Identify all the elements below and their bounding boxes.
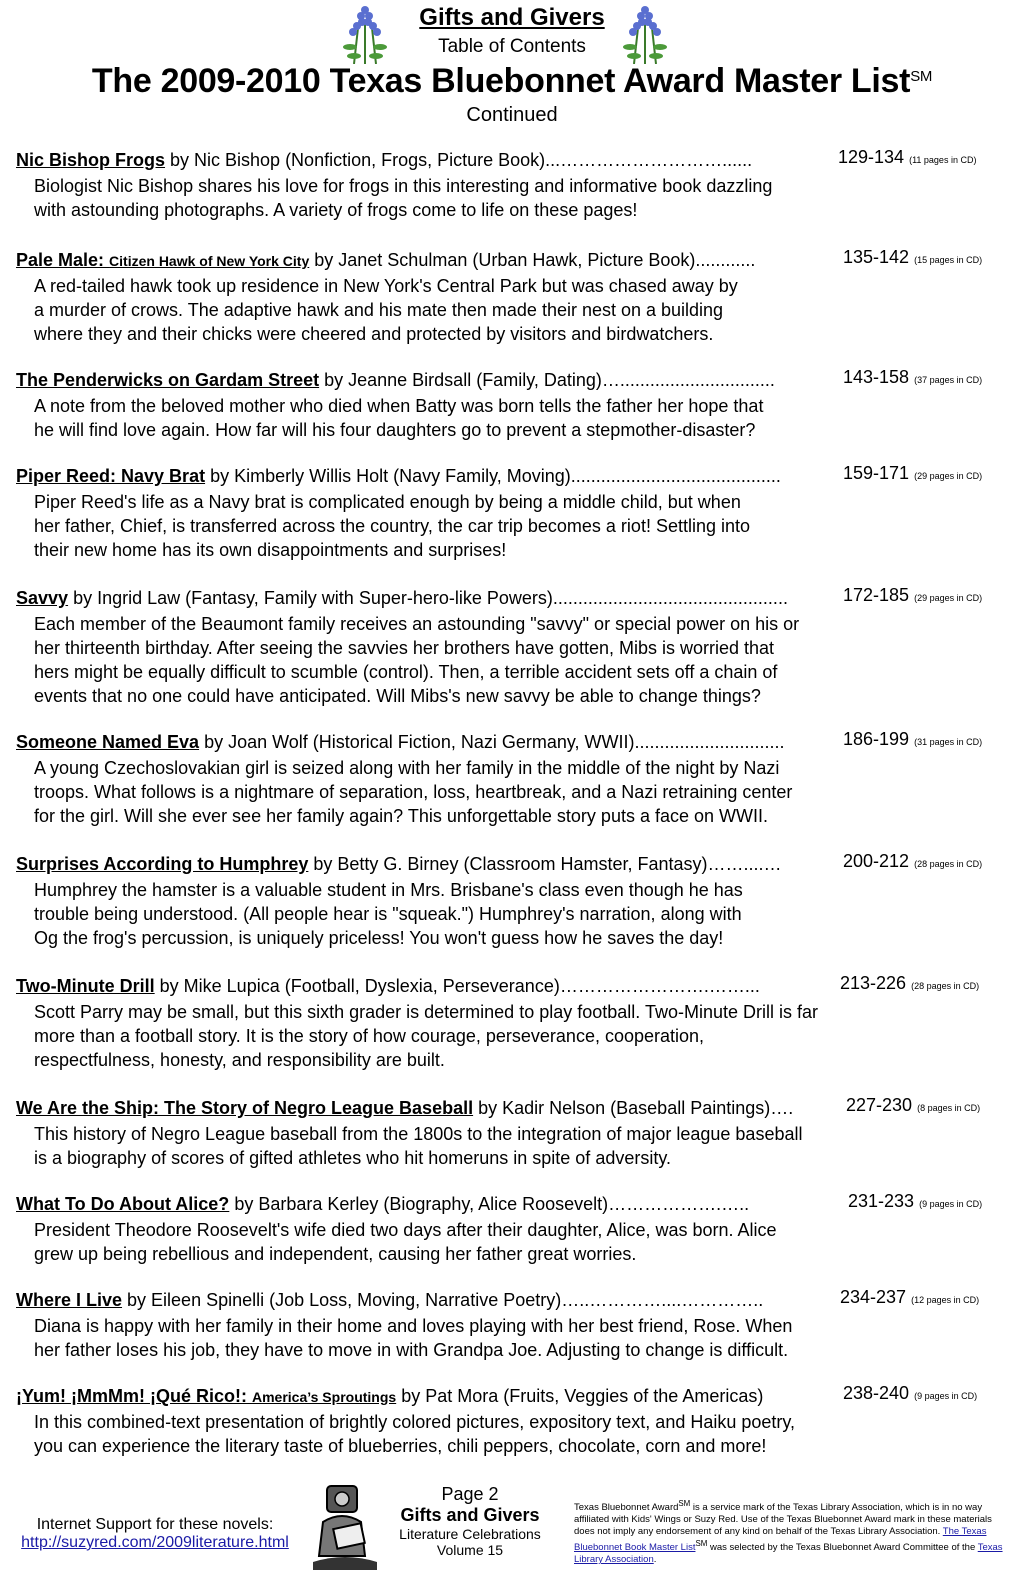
page-numbers: 143-158 <box>843 367 910 387</box>
book-description-line: respectfulness, honesty, and responsibility are built. <box>34 1050 445 1070</box>
book-subtitle: America’s Sproutings <box>252 1389 397 1405</box>
page-numbers: 135-142 <box>843 247 910 267</box>
book-description-line: A red-tailed hawk took up residence in New York's Central Park but was chased away by <box>34 276 738 296</box>
cd-page-count: (37 pages in CD) <box>914 375 983 385</box>
book-heading <box>16 247 1020 274</box>
book-author-info: by Joan Wolf (Historical Fiction, Nazi Germany, WWII).............................. <box>199 732 785 752</box>
footer-literature: Literature Celebrations <box>399 1526 541 1542</box>
book-description-line: is a biography of scores of gifted athletes who hit homeruns in spite of adversity. <box>34 1148 672 1168</box>
book-description-line: for the girl. Will she ever see her family again? This unforgettable story puts a face on WWII. <box>34 806 768 826</box>
book-entry <box>16 247 1020 346</box>
book-heading <box>16 729 1020 756</box>
book-entry <box>16 729 1020 828</box>
book-entry <box>16 147 1020 222</box>
service-mark: SM <box>910 68 933 85</box>
book-description-line: President Theodore Roosevelt's wife died two days after their daughter, Alice, was born. Alice <box>34 1220 777 1240</box>
book-entry <box>16 1383 1020 1458</box>
continued-label: Continued <box>466 104 558 126</box>
book-entry <box>16 973 1020 1072</box>
book-entry <box>16 367 1020 442</box>
book-description-line: her father, Chief, is transferred across the country, the car trip becomes a riot! Settling into <box>34 516 751 536</box>
cd-page-count: (29 pages in CD) <box>914 471 983 481</box>
book-heading <box>16 585 1020 612</box>
page-range <box>838 147 976 168</box>
page-range <box>843 851 982 872</box>
page-numbers: 227-230 <box>846 1095 913 1115</box>
service-mark: SM <box>678 1499 691 1508</box>
book-title: Surprises According to Humphrey <box>16 854 309 874</box>
book-author-info: by Betty G. Birney (Classroom Hamster, Fantasy)……....… <box>308 854 782 874</box>
book-description-line: Og the frog's percussion, is uniquely priceless! You won't guess how he saves the day! <box>34 928 724 948</box>
book-title: Where I Live <box>16 1290 123 1310</box>
book-author-info: by Eileen Spinelli (Job Loss, Moving, Narrative Poetry)…..…………....………….. <box>122 1290 764 1310</box>
book-entry <box>16 585 1020 708</box>
cd-page-count: (9 pages in CD) <box>914 1391 978 1401</box>
page-title <box>0 62 1024 101</box>
book-entry <box>16 1191 1020 1266</box>
book-description-line: where they and their chicks were cheered and protected by visitors and birdwatchers. <box>34 324 714 344</box>
book-heading <box>16 1191 1020 1218</box>
book-description-line: Biologist Nic Bishop shares his love for frogs in this interesting and informative book dazzling <box>34 176 773 196</box>
page-numbers: 213-226 <box>840 973 907 993</box>
book-description-line: with astounding photographs. A variety of frogs come to life on these pages! <box>34 200 638 220</box>
book-title: Nic Bishop Frogs <box>16 150 166 170</box>
header-subtitle: Table of Contents <box>438 36 586 57</box>
book-heading <box>16 973 1020 1000</box>
book-author-info: by Barbara Kerley (Biography, Alice Roosevelt)……………….….. <box>229 1194 750 1214</box>
footer-gifts-title: Gifts and Givers <box>400 1505 540 1525</box>
legal-text: Texas Bluebonnet Award <box>574 1502 679 1514</box>
page-range <box>843 367 982 388</box>
internet-support-label: Internet Support for these novels: <box>36 1516 274 1533</box>
book-title: ¡Yum! ¡MmMm! ¡Qué Rico!: <box>16 1386 252 1406</box>
page-title-text: The 2009-2010 Texas Bluebonnet Award Master List <box>91 62 911 100</box>
footer-center <box>390 1484 550 1558</box>
page-range <box>843 729 982 750</box>
page-range <box>840 973 979 994</box>
book-description-line: Diana is happy with her family in their home and loves playing with her best friend, Rose. When <box>34 1316 793 1336</box>
book-heading <box>16 367 1020 394</box>
page-range <box>840 1287 979 1308</box>
book-title: Piper Reed: Navy Brat <box>16 466 206 486</box>
book-entry <box>16 1095 1020 1170</box>
book-description-line: Humphrey the hamster is a valuable student in Mrs. Brisbane's class even though he has <box>34 880 743 900</box>
book-description-line: Each member of the Beaumont family receives an astounding "savvy" or special power on his or <box>34 614 800 634</box>
footer-legal-notice <box>574 1498 1014 1566</box>
reading-kid-icon <box>305 1482 385 1572</box>
book-description-line: events that no one could have anticipated. Will Mibs's new savvy be able to change things? <box>34 686 761 706</box>
legal-text: was selected by the Texas Bluebonnet Award Committee of the <box>707 1542 978 1554</box>
book-description-line: troops. What follows is a nightmare of separation, loss, heartbreak, and a Nazi retraining center <box>34 782 793 802</box>
page-range <box>848 1191 982 1212</box>
page-numbers: 172-185 <box>843 585 910 605</box>
book-entry <box>16 851 1020 950</box>
cd-page-count: (29 pages in CD) <box>914 593 983 603</box>
book-description-line: This history of Negro League baseball from the 1800s to the integration of major league baseball <box>34 1124 803 1144</box>
cd-page-count: (8 pages in CD) <box>917 1103 981 1113</box>
page-numbers: 231-233 <box>848 1191 915 1211</box>
book-description-line: Scott Parry may be small, but this sixth grader is determined to play football. Two-Minute Drill is far <box>34 1002 818 1022</box>
cd-page-count: (31 pages in CD) <box>914 737 983 747</box>
book-entry <box>16 463 1020 562</box>
page-number: Page 2 <box>441 1484 499 1504</box>
book-title: Pale Male: <box>16 250 110 270</box>
book-author-info: by Jeanne Birdsall (Family, Dating)…............................... <box>319 370 775 390</box>
book-description-line: a murder of crows. The adaptive hawk and his mate then made their nest on a building <box>34 300 724 320</box>
page-range <box>843 585 982 606</box>
book-title: What To Do About Alice? <box>16 1194 230 1214</box>
tla-link[interactable]: Texas Library Association <box>574 1542 1003 1566</box>
book-subtitle: Citizen Hawk of New York City <box>109 253 310 269</box>
book-author-info: by Mike Lupica (Football, Dyslexia, Perseverance)…………………….……... <box>154 976 760 996</box>
book-description-line: their new home has its own disappointments and surprises! <box>34 540 507 560</box>
cd-page-count: (28 pages in CD) <box>911 981 980 991</box>
book-title: Someone Named Eva <box>16 732 200 752</box>
book-heading <box>16 851 1020 878</box>
book-description-line: A young Czechoslovakian girl is seized along with her family in the middle of the night by Nazi <box>34 758 780 778</box>
book-description-line: grew up being rebellious and independent, causing her father great worries. <box>34 1244 637 1264</box>
footer-volume: Volume 15 <box>436 1542 504 1558</box>
book-heading <box>16 147 1020 174</box>
book-entry <box>16 1287 1020 1362</box>
cd-page-count: (11 pages in CD) <box>909 155 977 165</box>
book-heading <box>16 1095 1020 1122</box>
book-title: Savvy <box>16 588 69 608</box>
page-numbers: 200-212 <box>843 851 910 871</box>
header-title: Gifts and Givers <box>419 4 605 31</box>
book-description-line: A note from the beloved mother who died when Batty was born tells the father her hope that <box>34 396 764 416</box>
book-description-line: he will find love again. How far will his four daughters go to prevent a stepmother-disaster? <box>34 420 756 440</box>
book-description-line: you can experience the literary taste of blueberries, chili peppers, chocolate, corn and more! <box>34 1436 767 1456</box>
page-numbers: 238-240 <box>843 1383 910 1403</box>
service-mark: SM <box>695 1539 708 1549</box>
cd-page-count: (9 pages in CD) <box>919 1199 983 1209</box>
book-heading <box>16 463 1020 490</box>
cd-page-count: (15 pages in CD) <box>914 255 983 265</box>
book-author-info: by Janet Schulman (Urban Hawk, Picture Book)............ <box>309 250 756 270</box>
book-description-line: trouble being understood. (All people hear is "squeak.") Humphrey's narration, along with <box>34 904 742 924</box>
page-range <box>846 1095 980 1116</box>
book-description-line: Piper Reed's life as a Navy brat is complicated enough by being a middle child, but when <box>34 492 741 512</box>
legal-text: . <box>653 1554 657 1566</box>
cd-page-count: (28 pages in CD) <box>914 859 983 869</box>
legal-text: is a service mark of the Texas Library Association, which is in no way affiliated with Kids' Wings or Suzy Red. Use of the Texas Bluebonnet Award mark in these materials does not imply any endorsement of any kind on behalf of the Texas Library Association. <box>574 1502 992 1538</box>
book-description-line: her father loses his job, they have to move in with Grandpa Joe. Adjusting to change is difficult. <box>34 1340 789 1360</box>
book-description-line: more than a football story. It is the story of how courage, perseverance, cooperation, <box>34 1026 705 1046</box>
page-range <box>843 247 982 268</box>
page-range <box>843 463 982 484</box>
book-description-line: In this combined-text presentation of brightly colored pictures, expository text, and Haiku poetry, <box>34 1412 796 1432</box>
book-author-info: by Nic Bishop (Nonfiction, Frogs, Picture Book)...………………………...... <box>165 150 753 170</box>
cd-page-count: (12 pages in CD) <box>911 1295 980 1305</box>
page-numbers: 159-171 <box>843 463 910 483</box>
book-heading <box>16 1287 1020 1314</box>
book-author-info: by Kimberly Willis Holt (Navy Family, Moving).......................................... <box>205 466 781 486</box>
book-title: Two-Minute Drill <box>16 976 155 996</box>
page-numbers: 186-199 <box>843 729 910 749</box>
book-title: The Penderwicks on Gardam Street <box>16 370 320 390</box>
page-numbers: 234-237 <box>840 1287 907 1307</box>
book-title: We Are the Ship: The Story of Negro League Baseball <box>16 1098 474 1118</box>
book-description-line: her thirteenth birthday. After seeing the savvies her brothers have gotten, Mibs is worried that <box>34 638 775 658</box>
book-author-info: by Pat Mora (Fruits, Veggies of the Americas) <box>396 1386 764 1406</box>
page-range <box>843 1383 977 1404</box>
book-author-info: by Kadir Nelson (Baseball Paintings)…. <box>473 1098 794 1118</box>
book-author-info: by Ingrid Law (Fantasy, Family with Super-hero-like Powers)............................................... <box>68 588 788 608</box>
book-description-line: hers might be equally difficult to scumble (control). Then, a terrible accident sets off a chain of <box>34 662 778 682</box>
master-list-link[interactable]: The Texas Bluebonnet Book Master List <box>574 1526 987 1554</box>
support-link[interactable]: http://suzyred.com/2009literature.html <box>21 1534 289 1551</box>
page-numbers: 129-134 <box>838 147 905 167</box>
book-heading <box>16 1383 1020 1410</box>
footer-internet-support <box>0 1516 310 1552</box>
